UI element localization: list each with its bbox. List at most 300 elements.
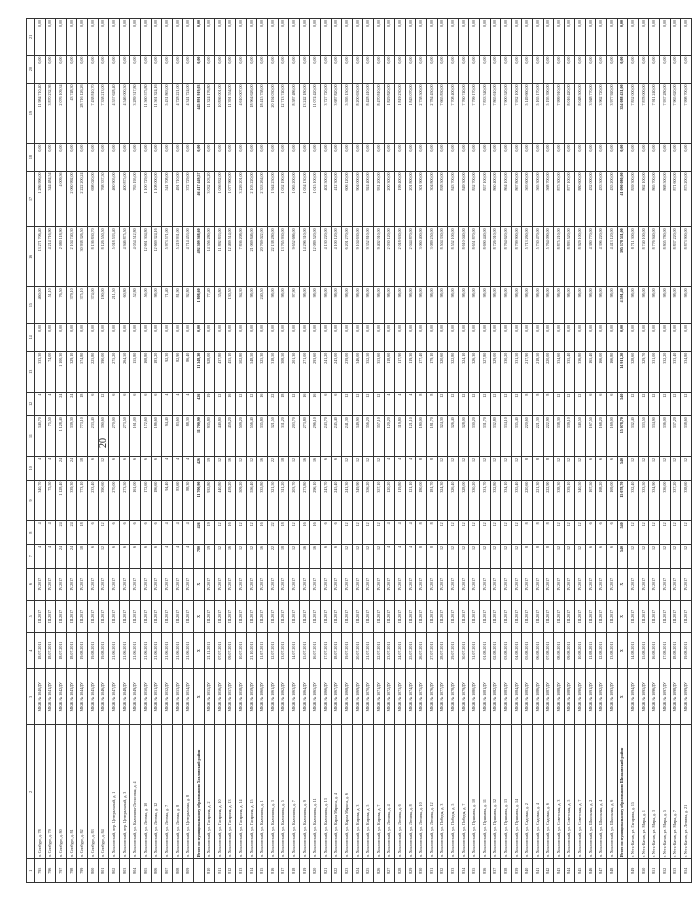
table-cell: 12 xyxy=(501,521,512,545)
table-cell: 335,80 xyxy=(257,480,268,521)
table-cell: IV.2017 xyxy=(670,568,681,600)
table-cell: 5 595 150,00 xyxy=(342,83,353,143)
table-cell: 6 xyxy=(321,544,332,568)
table-cell: 117,90 xyxy=(395,351,406,392)
table-cell: 837 xyxy=(490,859,501,883)
table-cell: 334,90 xyxy=(649,480,660,521)
table-cell: 0,00 xyxy=(374,55,385,83)
table-cell: 4 xyxy=(183,392,194,416)
table-cell: 0,00 xyxy=(278,323,289,351)
table-cell: IV.2017 xyxy=(469,568,480,600)
table-cell: 6 xyxy=(151,456,162,480)
table-row xyxy=(172,19,183,883)
table-cell: 6 xyxy=(607,544,618,568)
table-cell: 0,00 xyxy=(236,143,247,171)
table-cell: 273,50 xyxy=(119,480,130,521)
table-cell: п. Хохловский, ул. Лесная, д. 12 xyxy=(151,725,162,859)
table-cell: III.2017 xyxy=(66,600,77,632)
table-cell: 12 xyxy=(458,544,469,568)
table-cell xyxy=(617,859,628,883)
table-cell: 0,00 xyxy=(183,323,194,351)
table-cell: 5 018 533,40 xyxy=(109,227,120,287)
table-cell: IV.2017 xyxy=(501,568,512,600)
table-cell: 334,60 xyxy=(554,351,565,392)
table-cell: 11 892 833,00 xyxy=(215,227,226,287)
table-cell: МКЖ № 1077ДУ xyxy=(437,669,448,725)
table-cell: 18.07.2011 xyxy=(66,632,77,668)
table-cell: 4 xyxy=(395,521,406,545)
table-cell: 4 xyxy=(405,392,416,416)
table-cell: 846 xyxy=(585,859,596,883)
table-cell: 1 819 230,00 xyxy=(395,83,406,143)
table-cell: 12 xyxy=(246,456,257,480)
table-cell: МКЖ № 1092ДУ xyxy=(596,669,607,725)
table-cell: п. Хохловский, ул. Ленина, д. 8 xyxy=(405,725,416,859)
table-row xyxy=(458,19,469,883)
table-cell: 0,00 xyxy=(617,19,628,56)
table-cell: 849 300,00 xyxy=(458,171,469,227)
table-cell: 12 xyxy=(660,392,671,416)
table-cell: X xyxy=(617,600,628,632)
table-cell: 18 415 758,00 xyxy=(257,83,268,143)
table-cell: 8 xyxy=(522,521,533,545)
table-cell: 864 100,00 xyxy=(501,171,512,227)
table-cell: 119,80 xyxy=(395,480,406,521)
table-cell: 24 xyxy=(56,456,67,480)
table-cell: IV.2017 xyxy=(172,568,183,600)
table-cell: 0,00 xyxy=(469,143,480,171)
table-cell: 4 xyxy=(45,544,56,568)
table-cell: 180,00 xyxy=(416,480,427,521)
table-cell: 822 xyxy=(331,859,342,883)
table-cell: 0,00 xyxy=(670,55,681,83)
table-cell: 14 911,20 xyxy=(617,351,628,392)
table-cell: 12 xyxy=(670,392,681,416)
table-cell: 12 xyxy=(564,392,575,416)
table-cell: 2 080 118,90 xyxy=(56,227,67,287)
table-cell: 859 300,00 xyxy=(628,171,639,227)
table-cell: IV.2017 xyxy=(638,568,649,600)
table-cell: 10.08.2011 xyxy=(575,632,586,668)
table-cell: 333,50 xyxy=(638,480,649,521)
table-cell: 0,00 xyxy=(405,323,416,351)
table-cell: 318,50 xyxy=(268,351,279,392)
table-row xyxy=(490,19,501,883)
table-cell: 698 020,00 xyxy=(87,171,98,227)
table-cell: 390,00 xyxy=(98,351,109,392)
table-cell: 167,50 xyxy=(585,416,596,457)
table-cell: 0,00 xyxy=(98,323,109,351)
table-cell: 0,00 xyxy=(479,323,490,351)
table-cell: 799 xyxy=(77,859,88,883)
table-cell: 155,80 xyxy=(130,351,141,392)
table-cell: 11.07.2011 xyxy=(257,632,268,668)
table-cell: 6 xyxy=(130,521,141,545)
table-cell: 12 xyxy=(236,456,247,480)
table-cell: 0,00 xyxy=(56,55,67,83)
table-cell: г. Усть-Катав, ул. Мира, д. 7 xyxy=(670,725,681,859)
table-cell: МКЖ № 1098ДУ xyxy=(670,669,681,725)
table-cell: 6 xyxy=(140,521,151,545)
table-cell: 270,00 xyxy=(109,480,120,521)
table-cell: 0,00 xyxy=(511,55,522,83)
table-cell: 0,00 xyxy=(193,323,204,351)
table-cell: 11.08.2011 xyxy=(585,632,596,668)
table-cell: 18 964 626,00 xyxy=(246,83,257,143)
column-number-cell: 20 xyxy=(27,55,35,83)
table-cell: 4 xyxy=(172,392,183,416)
table-cell: 0,00 xyxy=(140,323,151,351)
page-number: 20 xyxy=(98,438,109,448)
table-cell: 340,50 xyxy=(575,480,586,521)
table-cell: 19.08.2011 xyxy=(681,632,692,668)
table-cell: 445 891 919,03 xyxy=(193,83,204,143)
table-cell: МКЖ № 1095ДУ xyxy=(638,669,649,725)
table-cell: 0,00 xyxy=(363,143,374,171)
table-cell: 16 xyxy=(257,456,268,480)
table-cell: 339,10 xyxy=(564,416,575,457)
table-cell: МКЖ № 1076ДУ xyxy=(426,669,437,725)
table-cell: 275,20 xyxy=(109,351,120,392)
table-cell: X xyxy=(193,600,204,632)
table-cell: 7 911 240,00 xyxy=(649,83,660,143)
table-cell: III.2017 xyxy=(501,600,512,632)
table-cell: 801 xyxy=(98,859,109,883)
table-cell: 273,80 xyxy=(299,416,310,457)
table-cell: 0,00 xyxy=(193,55,204,83)
table-cell: 0,00 xyxy=(172,143,183,171)
table-cell: 7 836 208,00 xyxy=(236,227,247,287)
table-cell: III.2017 xyxy=(77,600,88,632)
table-cell: 98,00 xyxy=(246,287,257,323)
table-cell: 0,00 xyxy=(490,323,501,351)
column-number-cell: 16 xyxy=(27,227,35,287)
table-cell: 798 xyxy=(66,859,77,883)
table-cell: п. Хохловский, ул. Пушкина, д. 12 xyxy=(490,725,501,859)
table-cell: 98,00 xyxy=(331,287,342,323)
table-cell: 0,00 xyxy=(426,55,437,83)
table-cell: 0,00 xyxy=(215,55,226,83)
table-cell: 800 xyxy=(87,859,98,883)
table-cell: 177,40 xyxy=(416,351,427,392)
table-cell: III.2017 xyxy=(490,600,501,632)
table-cell: 836 xyxy=(479,859,490,883)
table-cell: 8 764 620,00 xyxy=(501,227,512,287)
table-cell: 0,00 xyxy=(564,323,575,351)
table-cell: 0,00 xyxy=(628,323,639,351)
table-cell: 12 xyxy=(437,456,448,480)
table-cell: 334,90 xyxy=(649,416,660,457)
table-cell: 22.07.2011 xyxy=(374,632,385,668)
table-cell: 3 089 250,00 xyxy=(426,227,437,287)
table-cell: 0,00 xyxy=(649,19,660,56)
table-cell: 0,00 xyxy=(416,55,427,83)
table-cell: 12 xyxy=(554,544,565,568)
table-cell: 5 764 090,00 xyxy=(543,227,554,287)
table-cell: 13 271 706,40 xyxy=(35,227,46,287)
table-cell: 0,00 xyxy=(363,55,374,83)
table-cell: 86,40 xyxy=(183,351,194,392)
table-cell: 860 400,00 xyxy=(490,171,501,227)
table-cell: 0,00 xyxy=(596,19,607,56)
table-cell: 810 xyxy=(204,859,215,883)
table-cell: III.2017 xyxy=(35,600,46,632)
subtotal-row xyxy=(617,19,628,883)
table-cell: 0,00 xyxy=(87,143,98,171)
table-cell: 0,00 xyxy=(56,19,67,56)
table-cell: 94,30 xyxy=(236,287,247,323)
table-cell: п. Хохловский, ул. Школьная, д. 4 xyxy=(596,725,607,859)
table-cell: 04.08.2011 xyxy=(511,632,522,668)
table-cell: 805 xyxy=(140,859,151,883)
table-cell: п. Снобург, д. 84 xyxy=(98,725,109,859)
table-cell: 5 149 660,00 xyxy=(522,83,533,143)
table-cell: 0,00 xyxy=(596,55,607,83)
table-cell: 8 xyxy=(522,392,533,416)
table-cell: 0,00 xyxy=(352,143,363,171)
table-cell: 330,20 xyxy=(469,416,480,457)
table-cell: III.2017 xyxy=(426,600,437,632)
table-cell: 98,00 xyxy=(501,287,512,323)
table-cell: III.2017 xyxy=(638,600,649,632)
table-row xyxy=(119,19,130,883)
table-cell: п. Хохловский, ул. Садовая, д. 2 xyxy=(522,725,533,859)
table-cell: п. Хохловский, ул. Садовая, д. 6 xyxy=(543,725,554,859)
table-cell: 773,10 xyxy=(77,480,88,521)
table-cell: 330,20 xyxy=(501,351,512,392)
table-cell: 6 xyxy=(109,456,120,480)
table-cell: III.2017 xyxy=(109,600,120,632)
table-cell: 98,00 xyxy=(670,287,681,323)
table-cell: 0,00 xyxy=(511,19,522,56)
table-cell: 8 xyxy=(532,392,543,416)
table-cell: 98,00 xyxy=(554,287,565,323)
table-cell: III.2017 xyxy=(532,600,543,632)
table-cell: п. Хохловский, ул. Гагарина, д. 14 xyxy=(236,725,247,859)
table-row xyxy=(236,19,247,883)
table-cell: 12 xyxy=(681,521,692,545)
table-cell: 0,00 xyxy=(479,143,490,171)
table-cell: 11 700,90 xyxy=(193,480,204,521)
table-cell: 390,60 xyxy=(98,480,109,521)
table-cell: 4 xyxy=(405,544,416,568)
table-cell: 0,00 xyxy=(151,143,162,171)
table-cell: 328,00 xyxy=(458,416,469,457)
table-cell: 01.08.2011 xyxy=(479,632,490,668)
table-cell: 167,50 xyxy=(585,480,596,521)
table-cell: 14 296 310,00 xyxy=(299,227,310,287)
table-cell: 24 xyxy=(66,456,77,480)
table-cell: МКЖ № 1089ДУ xyxy=(564,669,575,725)
table-cell: 24 xyxy=(56,521,67,545)
table-cell: 6 xyxy=(119,392,130,416)
table-cell: 98,00 xyxy=(638,287,649,323)
table-cell: 12 xyxy=(575,521,586,545)
table-row xyxy=(670,19,681,883)
table-cell: 0,00 xyxy=(554,19,565,56)
table-cell: 12 xyxy=(363,521,374,545)
table-cell: 241,30 xyxy=(342,480,353,521)
table-cell: 12 xyxy=(215,544,226,568)
table-cell: III.2017 xyxy=(575,600,586,632)
table-cell: 0,00 xyxy=(119,19,130,56)
table-cell: МКЖ № 1066ДУ xyxy=(321,669,332,725)
table-cell: 0,00 xyxy=(628,55,639,83)
table-cell: 166,00 xyxy=(596,351,607,392)
table-cell: 243,00 xyxy=(331,351,342,392)
table-cell: 20 194 030,00 xyxy=(268,83,279,143)
table-cell: 0,00 xyxy=(681,19,692,56)
table-cell: 845 xyxy=(575,859,586,883)
table-body xyxy=(35,19,692,883)
table-cell: 21 069 846,00 xyxy=(246,227,257,287)
table-cell: 459,20 xyxy=(225,416,236,457)
table-cell: 0,00 xyxy=(479,19,490,56)
table-cell: 850 xyxy=(638,859,649,883)
table-cell: 92,80 xyxy=(183,287,194,323)
table-cell: 0,00 xyxy=(257,19,268,56)
table-cell: п. Хохловский, ул. Калинина, д. 7 xyxy=(289,725,300,859)
table-cell: 74,00 xyxy=(45,351,56,392)
table-cell: 459,20 xyxy=(225,480,236,521)
table-cell: 0,00 xyxy=(638,19,649,56)
table-cell: 13 242 180,00 xyxy=(299,83,310,143)
table-cell: 16.08.2011 xyxy=(649,632,660,668)
table-cell: 0,00 xyxy=(342,323,353,351)
table-cell: 06.08.2011 xyxy=(532,632,543,668)
table-cell: 0,00 xyxy=(289,143,300,171)
table-cell: 169,00 xyxy=(607,416,618,457)
table-cell: 0,00 xyxy=(479,55,490,83)
table-cell: 218,50 xyxy=(532,351,543,392)
table-cell: IV.2017 xyxy=(554,568,565,600)
table-cell: 0,00 xyxy=(575,55,586,83)
table-cell: 868 500,00 xyxy=(660,171,671,227)
table-cell: 12 xyxy=(289,392,300,416)
table-cell: 5 165 170,00 xyxy=(532,83,543,143)
table-cell: МКЖ № 1053ДУ xyxy=(172,669,183,725)
table-row xyxy=(681,19,692,883)
table-cell: 7 900 520,00 xyxy=(501,83,512,143)
table-cell: IV.2017 xyxy=(352,568,363,600)
table-cell: МКЖ № 1054ДУ xyxy=(183,669,194,725)
table-cell: 75,50 xyxy=(45,416,56,457)
table-cell: 8 776 940,00 xyxy=(649,227,660,287)
table-cell: 12 xyxy=(511,521,522,545)
table-cell: 0,00 xyxy=(363,323,374,351)
table-cell: IV.2017 xyxy=(331,568,342,600)
table-cell: 12 xyxy=(670,544,681,568)
table-cell: 0,00 xyxy=(448,323,459,351)
table-cell: 12 xyxy=(628,521,639,545)
table-cell: 51,10 xyxy=(45,287,56,323)
table-cell: 118,60 xyxy=(384,351,395,392)
table-cell: МКЖ № 1043ДУ xyxy=(66,669,77,725)
table-cell: 1 100,30 xyxy=(56,351,67,392)
table-cell: 0,00 xyxy=(437,143,448,171)
table-cell: 492 309 368,60 xyxy=(193,227,204,287)
table-cell: IV.2017 xyxy=(543,568,554,600)
table-cell: 6 xyxy=(140,544,151,568)
table-cell: III.2017 xyxy=(628,600,639,632)
table-cell: 7 998 700,00 xyxy=(681,83,692,143)
table-cell: 0,00 xyxy=(342,19,353,56)
table-cell: 871 600,00 xyxy=(670,171,681,227)
table-cell: 0,00 xyxy=(607,19,618,56)
table-cell: п. Хохловский, ул. Школьная, д. 2 xyxy=(585,725,596,859)
column-number-cell: 6 xyxy=(27,568,35,600)
table-cell: 426 xyxy=(193,456,204,480)
table-cell: 7 799 170,00 xyxy=(469,83,480,143)
table-cell: 831 xyxy=(426,859,437,883)
table-cell: 5 713 260,00 xyxy=(522,227,533,287)
table-cell: IV.2017 xyxy=(119,568,130,600)
table-cell: 819 xyxy=(299,859,310,883)
table-cell: 4 xyxy=(35,521,46,545)
table-cell: 240,50 xyxy=(257,287,268,323)
table-cell: 165,40 xyxy=(585,351,596,392)
table-cell: 0,00 xyxy=(543,143,554,171)
table-cell: X xyxy=(193,632,204,668)
table-row xyxy=(204,19,215,883)
table-cell: 23.07.2011 xyxy=(384,632,395,668)
table-cell: 556,40 xyxy=(246,416,257,457)
table-cell: 181,70 xyxy=(426,480,437,521)
table-cell: 12 xyxy=(649,544,660,568)
table-cell: 339,30 xyxy=(66,416,77,457)
table-cell: III.2017 xyxy=(395,600,406,632)
table-cell: 12 089 520,00 xyxy=(310,227,321,287)
table-cell: 0,00 xyxy=(35,143,46,171)
table-cell: 166,80 xyxy=(607,351,618,392)
table-cell: 6 xyxy=(109,521,120,545)
table-cell: МКЖ № 1081ДУ xyxy=(479,669,490,725)
table-cell: IV.2017 xyxy=(374,568,385,600)
table-cell: 834 xyxy=(458,859,469,883)
table-row xyxy=(638,19,649,883)
column-number-cell: 12 xyxy=(27,392,35,416)
table-cell: 6 xyxy=(321,456,332,480)
table-cell: 0,00 xyxy=(246,19,257,56)
table-row xyxy=(183,19,194,883)
table-row xyxy=(268,19,279,883)
table-cell: 852 700,00 xyxy=(469,171,480,227)
table-cell: 540 xyxy=(617,521,628,545)
table-cell: 0,00 xyxy=(352,323,363,351)
table-cell: 840 xyxy=(522,859,533,883)
table-cell: МКЖ № 1046ДУ xyxy=(98,669,109,725)
column-number-cell: 18 xyxy=(27,143,35,171)
table-cell: 809 xyxy=(183,859,194,883)
table-row xyxy=(607,19,618,883)
table-cell: 12 xyxy=(352,521,363,545)
table-cell: 201 800,00 xyxy=(405,171,416,227)
table-cell: 426 xyxy=(193,521,204,545)
table-cell: 21.07.2011 xyxy=(363,632,374,668)
table-cell: 330,20 xyxy=(469,480,480,521)
table-cell: 41 090 080,00 xyxy=(617,171,628,227)
table-cell: 346,00 xyxy=(352,351,363,392)
table-cell: 94,40 xyxy=(162,480,173,521)
table-cell: 0,00 xyxy=(681,143,692,171)
table-cell: 22 xyxy=(268,392,279,416)
table-cell: 169,00 xyxy=(607,480,618,521)
table-cell: 0,00 xyxy=(119,55,130,83)
table-cell: 327,80 xyxy=(479,351,490,392)
table-cell: 426 xyxy=(193,392,204,416)
table-cell: 14 356 280,00 xyxy=(204,227,215,287)
table-cell: 0,00 xyxy=(501,143,512,171)
